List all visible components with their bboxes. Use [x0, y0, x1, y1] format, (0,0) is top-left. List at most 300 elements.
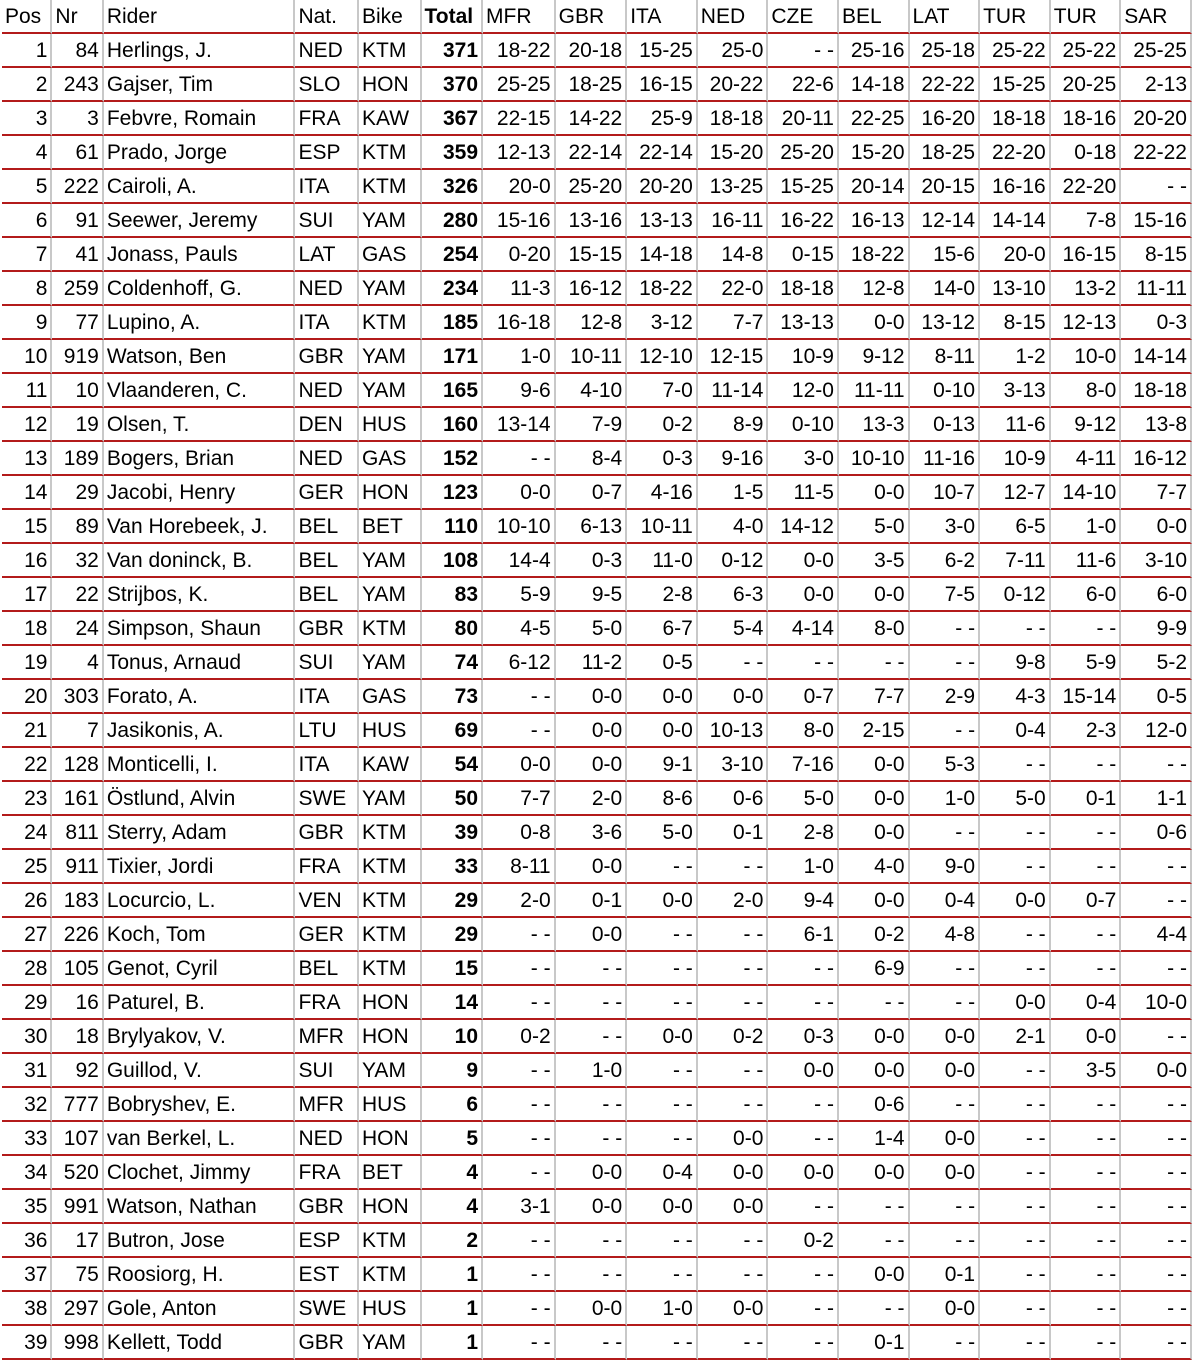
col-bel-cell: - -: [839, 986, 910, 1020]
col-nr-cell: 105: [52, 952, 103, 986]
col-lat-cell: 1-0: [910, 782, 981, 816]
col-tur-1-cell: 9-8: [980, 646, 1051, 680]
col-tur-1-cell: - -: [980, 1122, 1051, 1156]
col-nr-cell: 107: [52, 1122, 103, 1156]
col-total-cell: 83: [422, 578, 484, 612]
col-sar-cell: - -: [1121, 1224, 1192, 1258]
col-tur-2-cell: - -: [1051, 850, 1122, 884]
col-tur-2-cell: - -: [1051, 816, 1122, 850]
col-rider-cell: Bobryshev, E.: [104, 1088, 296, 1122]
col-sar-cell: - -: [1121, 850, 1192, 884]
col-cze-cell: 15-25: [768, 170, 839, 204]
col-gbr-cell: 0-0: [556, 1190, 628, 1224]
col-cze-cell: 7-16: [768, 748, 839, 782]
col-bike-cell: HUS: [359, 1292, 422, 1326]
col-bike-cell: KTM: [359, 918, 422, 952]
col-rider-cell: Prado, Jorge: [104, 136, 296, 170]
col-bike-cell: YAM: [359, 578, 422, 612]
table-row: [2, 748, 1192, 782]
col-sar-cell: 8-15: [1121, 238, 1192, 272]
col-bel-cell: 0-0: [839, 816, 910, 850]
col-ned-cell: 22-0: [698, 272, 769, 306]
col-ita-cell: - -: [627, 1122, 698, 1156]
col-ned-cell: 13-25: [698, 170, 769, 204]
col-bike-cell: GAS: [359, 238, 422, 272]
col-sar-cell: 11-11: [1121, 272, 1192, 306]
col-cze-cell: 0-15: [768, 238, 839, 272]
col-total-cell: 4: [422, 1190, 484, 1224]
col-nr-cell: 998: [52, 1326, 103, 1360]
col-mfr-cell: 25-25: [483, 68, 556, 102]
col-ned-cell: 1-5: [698, 476, 769, 510]
col-gbr-cell: 12-8: [556, 306, 628, 340]
col-gbr-cell: 0-0: [556, 714, 628, 748]
col-tur-1-cell: - -: [980, 1224, 1051, 1258]
col-tur-2-cell: 0-0: [1051, 1020, 1122, 1054]
col-tur-1-cell: 0-4: [980, 714, 1051, 748]
col-gbr-cell: 9-5: [556, 578, 628, 612]
col-ned-cell: - -: [698, 1224, 769, 1258]
col-lat-cell: 4-8: [910, 918, 981, 952]
col-ned-cell: 6-3: [698, 578, 769, 612]
col-ned-cell: - -: [698, 1258, 769, 1292]
col-mfr-cell: 12-13: [483, 136, 556, 170]
col-tur-2-cell: - -: [1051, 1088, 1122, 1122]
col-gbr-cell: 0-0: [556, 748, 628, 782]
col-bike-cell: YAM: [359, 374, 422, 408]
col-mfr-cell: 0-20: [483, 238, 556, 272]
col-lat-cell: 0-13: [910, 408, 981, 442]
col-gbr-cell: 5-0: [556, 612, 628, 646]
col-rider-cell: Lupino, A.: [104, 306, 296, 340]
col-rider-cell: Sterry, Adam: [104, 816, 296, 850]
col-tur-1-cell: 6-5: [980, 510, 1051, 544]
col-pos-cell: 6: [2, 204, 52, 238]
col-tur-1-cell: 14-14: [980, 204, 1051, 238]
col-rider-cell: Gajser, Tim: [104, 68, 296, 102]
col-tur-2-cell: 6-0: [1051, 578, 1122, 612]
col-pos-cell: 23: [2, 782, 52, 816]
table-row: [2, 918, 1192, 952]
col-bike-cell: KAW: [359, 102, 422, 136]
col-nr-cell: 811: [52, 816, 103, 850]
col-total-cell: 69: [422, 714, 484, 748]
col-ned-cell: 0-1: [698, 816, 769, 850]
col-rider-cell: Coldenhoff, G.: [104, 272, 296, 306]
col-ita-cell: 0-0: [627, 884, 698, 918]
col-bike-cell: KTM: [359, 884, 422, 918]
col-mfr-cell: 16-18: [483, 306, 556, 340]
col-cze-cell: - -: [768, 1326, 839, 1360]
col-rider-cell: Gole, Anton: [104, 1292, 296, 1326]
col-lat-cell: 18-25: [910, 136, 981, 170]
col-gbr-cell: - -: [556, 1224, 628, 1258]
col-mfr-header: MFR: [483, 0, 556, 34]
col-total-cell: 5: [422, 1122, 484, 1156]
col-tur-1-cell: 0-0: [980, 986, 1051, 1020]
col-mfr-cell: - -: [483, 714, 556, 748]
col-cze-cell: 8-0: [768, 714, 839, 748]
col-tur-1-cell: 0-0: [980, 884, 1051, 918]
col-pos-cell: 26: [2, 884, 52, 918]
col-rider-cell: Butron, Jose: [104, 1224, 296, 1258]
col-rider-cell: Genot, Cyril: [104, 952, 296, 986]
col-mfr-cell: 2-0: [483, 884, 556, 918]
col-nat-cell: NED: [295, 442, 359, 476]
col-mfr-cell: 20-0: [483, 170, 556, 204]
col-sar-cell: - -: [1121, 1156, 1192, 1190]
col-nat-cell: GBR: [295, 1190, 359, 1224]
col-total-cell: 110: [422, 510, 484, 544]
col-total-cell: 6: [422, 1088, 484, 1122]
col-tur-1-cell: - -: [980, 1326, 1051, 1360]
col-nat-cell: BEL: [295, 578, 359, 612]
col-bike-cell: KAW: [359, 748, 422, 782]
col-total-cell: 165: [422, 374, 484, 408]
table-row: [2, 986, 1192, 1020]
col-nat-cell: FRA: [295, 102, 359, 136]
col-sar-cell: 0-0: [1121, 1054, 1192, 1088]
col-pos-cell: 20: [2, 680, 52, 714]
col-tur-2-cell: 22-20: [1051, 170, 1122, 204]
col-lat-cell: 12-14: [910, 204, 981, 238]
col-ita-cell: 2-8: [627, 578, 698, 612]
col-nr-cell: 777: [52, 1088, 103, 1122]
col-nr-cell: 29: [52, 476, 103, 510]
col-tur-2-cell: 0-4: [1051, 986, 1122, 1020]
col-nat-cell: GBR: [295, 612, 359, 646]
col-ned-cell: 14-8: [698, 238, 769, 272]
col-pos-cell: 5: [2, 170, 52, 204]
col-pos-cell: 39: [2, 1326, 52, 1360]
col-sar-cell: 7-7: [1121, 476, 1192, 510]
col-rider-cell: Van Horebeek, J.: [104, 510, 296, 544]
col-bel-cell: 2-15: [839, 714, 910, 748]
col-sar-cell: 1-1: [1121, 782, 1192, 816]
col-tur-1-cell: 1-2: [980, 340, 1051, 374]
col-tur-2-cell: 0-18: [1051, 136, 1122, 170]
col-mfr-cell: 15-16: [483, 204, 556, 238]
col-pos-cell: 12: [2, 408, 52, 442]
col-pos-cell: 32: [2, 1088, 52, 1122]
col-total-cell: 10: [422, 1020, 484, 1054]
col-nr-cell: 183: [52, 884, 103, 918]
col-sar-cell: 5-2: [1121, 646, 1192, 680]
col-tur-2-cell: 0-1: [1051, 782, 1122, 816]
col-rider-cell: Vlaanderen, C.: [104, 374, 296, 408]
col-cze-cell: 0-3: [768, 1020, 839, 1054]
col-nr-cell: 18: [52, 1020, 103, 1054]
col-nat-cell: SWE: [295, 782, 359, 816]
col-gbr-cell: 25-20: [556, 170, 628, 204]
table-row: [2, 680, 1192, 714]
table-row: [2, 884, 1192, 918]
col-lat-cell: 22-22: [910, 68, 981, 102]
col-rider-cell: Östlund, Alvin: [104, 782, 296, 816]
col-lat-cell: - -: [910, 952, 981, 986]
col-nat-cell: MFR: [295, 1088, 359, 1122]
col-total-cell: 1: [422, 1326, 484, 1360]
col-bike-cell: KTM: [359, 170, 422, 204]
col-nr-cell: 75: [52, 1258, 103, 1292]
col-nr-cell: 61: [52, 136, 103, 170]
col-sar-cell: 0-6: [1121, 816, 1192, 850]
col-tur-2-cell: 9-12: [1051, 408, 1122, 442]
col-nr-cell: 19: [52, 408, 103, 442]
col-mfr-cell: 8-11: [483, 850, 556, 884]
col-tur-2-cell: 12-13: [1051, 306, 1122, 340]
col-rider-cell: Monticelli, I.: [104, 748, 296, 782]
col-lat-cell: 9-0: [910, 850, 981, 884]
col-bike-cell: HON: [359, 476, 422, 510]
col-sar-cell: 14-14: [1121, 340, 1192, 374]
table-row: [2, 306, 1192, 340]
col-tur-1-cell: 4-3: [980, 680, 1051, 714]
col-tur-1-header: TUR: [980, 0, 1051, 34]
table-row: [2, 34, 1192, 68]
col-gbr-cell: 10-11: [556, 340, 628, 374]
col-ita-cell: 4-16: [627, 476, 698, 510]
col-bel-cell: 0-6: [839, 1088, 910, 1122]
col-gbr-cell: 14-22: [556, 102, 628, 136]
col-cze-cell: - -: [768, 1122, 839, 1156]
col-ned-cell: 7-7: [698, 306, 769, 340]
col-tur-2-cell: 10-0: [1051, 340, 1122, 374]
col-cze-cell: 22-6: [768, 68, 839, 102]
col-sar-cell: - -: [1121, 1258, 1192, 1292]
col-ned-cell: - -: [698, 850, 769, 884]
col-nat-cell: ESP: [295, 136, 359, 170]
col-total-cell: 123: [422, 476, 484, 510]
col-cze-cell: 0-7: [768, 680, 839, 714]
col-bel-cell: 0-0: [839, 782, 910, 816]
col-total-cell: 371: [422, 34, 484, 68]
col-ned-cell: 25-0: [698, 34, 769, 68]
col-tur-2-cell: 14-10: [1051, 476, 1122, 510]
col-total-cell: 254: [422, 238, 484, 272]
table-row: [2, 714, 1192, 748]
col-bel-cell: 0-0: [839, 476, 910, 510]
col-ita-cell: 0-3: [627, 442, 698, 476]
col-bel-cell: 7-7: [839, 680, 910, 714]
col-total-cell: 1: [422, 1292, 484, 1326]
col-nr-cell: 84: [52, 34, 103, 68]
col-lat-cell: - -: [910, 816, 981, 850]
table-row: [2, 408, 1192, 442]
col-bel-cell: 8-0: [839, 612, 910, 646]
col-tur-2-cell: 13-2: [1051, 272, 1122, 306]
table-row: [2, 816, 1192, 850]
col-rider-cell: Van doninck, B.: [104, 544, 296, 578]
col-nat-cell: SUI: [295, 1054, 359, 1088]
col-ned-cell: 10-13: [698, 714, 769, 748]
col-bike-cell: HON: [359, 986, 422, 1020]
col-bike-cell: YAM: [359, 646, 422, 680]
col-total-cell: 280: [422, 204, 484, 238]
col-pos-cell: 10: [2, 340, 52, 374]
col-gbr-cell: 0-0: [556, 1156, 628, 1190]
col-bike-cell: YAM: [359, 340, 422, 374]
col-tur-2-cell: 15-14: [1051, 680, 1122, 714]
col-bel-cell: 15-20: [839, 136, 910, 170]
col-ned-cell: 0-0: [698, 1292, 769, 1326]
col-sar-cell: 0-3: [1121, 306, 1192, 340]
table-row: [2, 374, 1192, 408]
col-sar-cell: - -: [1121, 170, 1192, 204]
col-ita-cell: - -: [627, 1054, 698, 1088]
col-lat-cell: 7-5: [910, 578, 981, 612]
col-nat-cell: FRA: [295, 1156, 359, 1190]
col-total-cell: 50: [422, 782, 484, 816]
col-nr-cell: 3: [52, 102, 103, 136]
col-tur-2-cell: 7-8: [1051, 204, 1122, 238]
col-cze-cell: 13-13: [768, 306, 839, 340]
col-tur-2-cell: 18-16: [1051, 102, 1122, 136]
col-nat-cell: SUI: [295, 646, 359, 680]
col-bike-cell: HON: [359, 1190, 422, 1224]
col-ita-cell: 5-0: [627, 816, 698, 850]
col-gbr-cell: - -: [556, 952, 628, 986]
col-cze-cell: - -: [768, 1190, 839, 1224]
col-ned-cell: - -: [698, 952, 769, 986]
col-tur-1-cell: - -: [980, 612, 1051, 646]
col-nat-cell: BEL: [295, 952, 359, 986]
col-mfr-cell: 7-7: [483, 782, 556, 816]
table-header: [2, 0, 1192, 34]
col-ita-cell: - -: [627, 850, 698, 884]
col-sar-cell: - -: [1121, 952, 1192, 986]
col-bike-cell: HON: [359, 68, 422, 102]
col-tur-2-cell: - -: [1051, 918, 1122, 952]
col-total-cell: 39: [422, 816, 484, 850]
col-nat-cell: BEL: [295, 510, 359, 544]
col-ned-cell: 16-11: [698, 204, 769, 238]
col-lat-cell: - -: [910, 1088, 981, 1122]
col-nat-cell: GER: [295, 918, 359, 952]
col-ita-cell: 0-4: [627, 1156, 698, 1190]
col-tur-2-cell: - -: [1051, 1190, 1122, 1224]
col-bike-cell: YAM: [359, 1326, 422, 1360]
col-tur-2-cell: 8-0: [1051, 374, 1122, 408]
col-mfr-cell: - -: [483, 1156, 556, 1190]
col-lat-cell: 0-1: [910, 1258, 981, 1292]
col-lat-cell: 16-20: [910, 102, 981, 136]
col-cze-cell: 5-0: [768, 782, 839, 816]
col-ita-cell: 0-5: [627, 646, 698, 680]
col-bel-cell: 4-0: [839, 850, 910, 884]
col-tur-1-cell: - -: [980, 1190, 1051, 1224]
col-bike-header: Bike: [359, 0, 422, 34]
col-tur-2-cell: - -: [1051, 1224, 1122, 1258]
col-cze-cell: - -: [768, 952, 839, 986]
col-gbr-cell: 0-0: [556, 680, 628, 714]
col-tur-2-cell: 11-6: [1051, 544, 1122, 578]
col-mfr-cell: - -: [483, 986, 556, 1020]
col-ned-cell: 12-15: [698, 340, 769, 374]
col-bel-cell: 0-0: [839, 578, 910, 612]
col-sar-cell: 12-0: [1121, 714, 1192, 748]
col-rider-cell: Roosiorg, H.: [104, 1258, 296, 1292]
col-ita-cell: 8-6: [627, 782, 698, 816]
col-gbr-cell: 15-15: [556, 238, 628, 272]
col-nat-cell: ESP: [295, 1224, 359, 1258]
col-mfr-cell: 11-3: [483, 272, 556, 306]
col-total-cell: 152: [422, 442, 484, 476]
col-bel-cell: 10-10: [839, 442, 910, 476]
col-pos-cell: 37: [2, 1258, 52, 1292]
col-mfr-cell: 6-12: [483, 646, 556, 680]
table-row: [2, 136, 1192, 170]
col-gbr-cell: 3-6: [556, 816, 628, 850]
col-gbr-cell: 4-10: [556, 374, 628, 408]
col-ned-cell: - -: [698, 1088, 769, 1122]
col-bel-cell: 14-18: [839, 68, 910, 102]
col-pos-cell: 21: [2, 714, 52, 748]
col-nr-cell: 22: [52, 578, 103, 612]
col-nat-cell: BEL: [295, 544, 359, 578]
table-row: [2, 578, 1192, 612]
table-body: [2, 34, 1192, 1360]
col-pos-cell: 7: [2, 238, 52, 272]
table-row: [2, 170, 1192, 204]
col-pos-cell: 29: [2, 986, 52, 1020]
table-row: [2, 646, 1192, 680]
col-ita-cell: - -: [627, 986, 698, 1020]
col-ned-header: NED: [698, 0, 769, 34]
col-total-cell: 370: [422, 68, 484, 102]
col-bel-cell: 16-13: [839, 204, 910, 238]
col-total-cell: 367: [422, 102, 484, 136]
col-nr-cell: 77: [52, 306, 103, 340]
col-ned-cell: 0-2: [698, 1020, 769, 1054]
col-bike-cell: YAM: [359, 1054, 422, 1088]
col-nat-cell: NED: [295, 34, 359, 68]
col-nr-header: Nr: [52, 0, 103, 34]
col-nr-cell: 161: [52, 782, 103, 816]
col-pos-cell: 4: [2, 136, 52, 170]
col-mfr-cell: 14-4: [483, 544, 556, 578]
col-cze-cell: 9-4: [768, 884, 839, 918]
col-sar-cell: 3-10: [1121, 544, 1192, 578]
col-ned-cell: 5-4: [698, 612, 769, 646]
col-bike-cell: HUS: [359, 408, 422, 442]
col-rider-cell: Jonass, Pauls: [104, 238, 296, 272]
col-nr-cell: 41: [52, 238, 103, 272]
col-sar-cell: 18-18: [1121, 374, 1192, 408]
col-tur-1-cell: 7-11: [980, 544, 1051, 578]
col-nr-cell: 17: [52, 1224, 103, 1258]
col-bel-cell: - -: [839, 1292, 910, 1326]
col-mfr-cell: - -: [483, 1224, 556, 1258]
col-sar-cell: 2-13: [1121, 68, 1192, 102]
col-bike-cell: HON: [359, 1020, 422, 1054]
col-sar-cell: 0-5: [1121, 680, 1192, 714]
table-row: [2, 510, 1192, 544]
col-gbr-cell: 0-0: [556, 850, 628, 884]
col-tur-1-cell: 8-15: [980, 306, 1051, 340]
standings-table: [2, 0, 1192, 1360]
col-sar-cell: 9-9: [1121, 612, 1192, 646]
table-row: [2, 1156, 1192, 1190]
col-gbr-cell: 0-3: [556, 544, 628, 578]
table-row: [2, 1292, 1192, 1326]
col-pos-cell: 27: [2, 918, 52, 952]
col-nr-cell: 89: [52, 510, 103, 544]
col-pos-cell: 18: [2, 612, 52, 646]
col-bel-cell: 6-9: [839, 952, 910, 986]
col-ned-cell: 18-18: [698, 102, 769, 136]
col-ita-cell: 18-22: [627, 272, 698, 306]
